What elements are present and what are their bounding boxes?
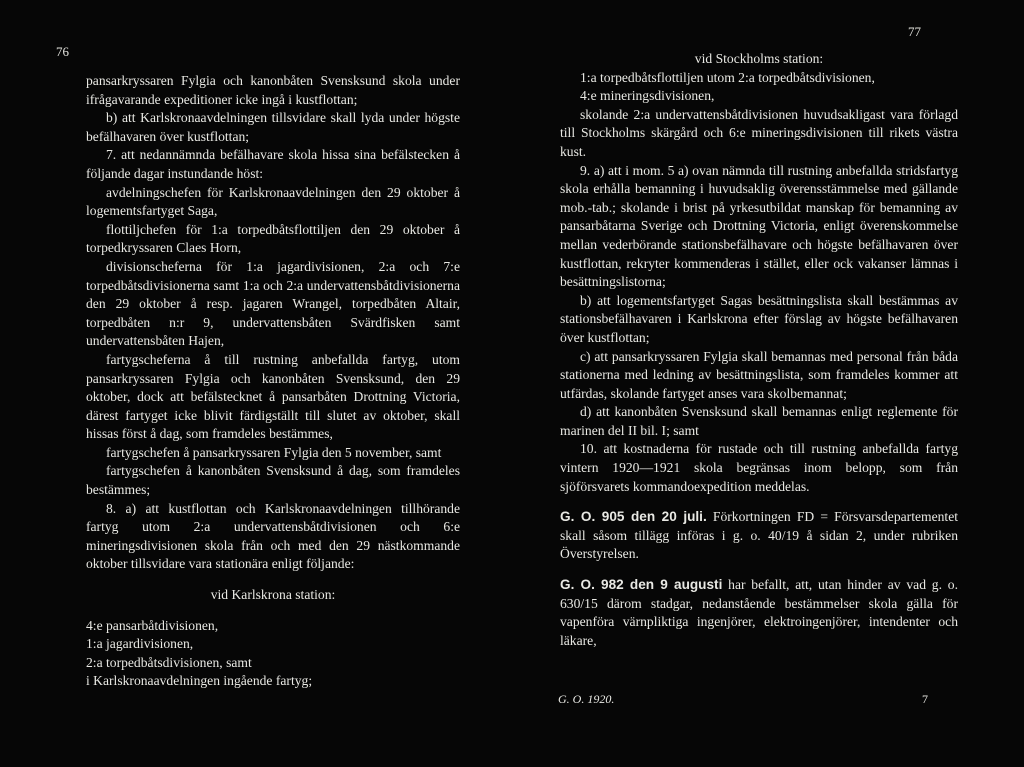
paragraph: c) att pansarkryssaren Fylgia skall bemannas med personal från båda stationerna med ledning av besättningslista, som framdeles kommer att utfärdas, skolande fartyget anses vara skolbemannat; bbox=[560, 348, 958, 401]
station-list-item: 1:a jagardivisionen, bbox=[86, 636, 194, 652]
paragraph: 1:a torpedbåtsflottiljen utom 2:a torpedbåtsdivisionen, bbox=[580, 69, 875, 85]
footer-sheet-number: 7 bbox=[922, 692, 928, 706]
page-number: 77 bbox=[908, 24, 921, 39]
order-label: G. O. 982 den 9 augusti bbox=[560, 577, 723, 593]
paragraph: 4:e mineringsdivisionen, bbox=[580, 88, 715, 104]
station-list-item: 4:e pansarbåtdivisionen, bbox=[86, 617, 219, 633]
left-text-column bbox=[86, 72, 460, 691]
general-order bbox=[560, 576, 958, 650]
paragraph: fartygscheferna å till rustning anbefallda fartyg, utom pansarkryssaren Fylgia och kanonbåten Svensksund, den 29 oktober, dock att befälstecknet å pansarbåten Drottning Victoria, därest fartyget icke blivit färdigställt till slutet av oktober, skall hissas först å dag, som framdeles bestämmes, bbox=[86, 351, 460, 442]
general-order bbox=[560, 508, 958, 564]
page-footer bbox=[558, 692, 958, 707]
spacer bbox=[560, 564, 958, 576]
spacer bbox=[560, 496, 958, 508]
paragraph: b) att logementsfartyget Sagas besättningslista skall bestämmas av stationsbefälhavaren i Karlskrona efter förslag av högste befälhavaren över kustflottan; bbox=[560, 292, 958, 345]
paragraph: 10. att kostnaderna för rustade och till rustning anbefallda fartyg vintern 1920—1921 skola begränsas inom belopp, som från sjöförsvarets kommandoexpedition meddelas. bbox=[560, 441, 958, 494]
paragraph: 9. a) att i mom. 5 a) ovan nämnda till rustning anbefallda stridsfartyg skola erhålla bemanning i huvudsaklig överensstämmelse med gällande mob.-tab.; skolande i brist på yrkesutbildat manskap för bemanning av pansarbåtarna Sverige och Drottning Victoria, enligt överenskommelse mellan vederbörande stationsbefälhavare och högste befälhavaren över kustflottan, rekryter kommenderas i stället, eller ock vakanser lämnas i besättningslistorna; bbox=[560, 162, 958, 290]
paragraph: fartygschefen å kanonbåten Svensksund å dag, som framdeles bestämmes; bbox=[86, 463, 460, 498]
station-heading: vid Stockholms station: bbox=[694, 51, 824, 66]
order-text: har befallt, att, utan hinder av vad g. o. 630/15 därom stadgar, nedanstående bestämmelser skola gälla för vapenföra värnpliktiga ingenjörer, elektroingenjörer, intendenter och läkare, bbox=[560, 577, 958, 648]
paragraph: fartygschefen å pansarkryssaren Fylgia den 5 november, samt bbox=[106, 444, 442, 460]
right-text-column bbox=[560, 50, 958, 650]
order-label: G. O. 905 den 20 juli. bbox=[560, 509, 707, 525]
paragraph: avdelningschefen för Karlskronaavdelningen den 29 oktober å logementsfartyget Saga, bbox=[86, 184, 460, 219]
paragraph: b) att Karlskronaavdelningen tillsvidare skall lyda under högste befälhavaren över kustflottan; bbox=[86, 110, 460, 144]
paragraph: d) att kanonbåten Svensksund skall bemannas enligt reglemente för marinen del II bil. I; samt bbox=[560, 404, 958, 438]
footer-signature: G. O. 1920. bbox=[558, 692, 615, 706]
paragraph: 7. att nedannämnda befälhavare skola hissa sina befälstecken å följande dagar instundande höst: bbox=[86, 147, 460, 181]
paragraph: flottiljchefen för 1:a torpedbåtsflottiljen den 29 oktober å torpedkryssaren Claes Horn, bbox=[86, 221, 460, 256]
spacer bbox=[86, 574, 460, 586]
paragraph: divisionscheferna för 1:a jagardivisionen, 2:a och 7:e torpedbåtsdivisionerna samt 1:a och 2:a undervattensbåtdivisionerna den 29 oktober å resp. jagaren Wrangel, torpedbåten Altair, torpedbåten n:r 9, undervattensbåten Svärdfisken samt undervattensbåten Hajen, bbox=[86, 258, 460, 349]
station-list-item: 2:a torpedbåtsdivisionen, samt bbox=[86, 654, 252, 670]
station-list-item: i Karlskronaavdelningen ingående fartyg; bbox=[86, 673, 313, 689]
station-heading: vid Karlskrona station: bbox=[210, 587, 336, 603]
paragraph: pansarkryssaren Fylgia och kanonbåten Svensksund skola under ifrågavarande expeditioner icke ingå i kustflottan; bbox=[86, 73, 460, 107]
page-number: 76 bbox=[56, 44, 69, 59]
spacer bbox=[86, 605, 460, 617]
paragraph: skolande 2:a undervattensbåtdivisionen huvudsakligast vara förlagd till Stockholms skärgård och 6:e mineringsdivisionen till rikets västra kust. bbox=[560, 106, 958, 159]
order-text: Förkortningen FD = Försvarsdepartementet skall såsom tillägg införas i g. o. 40/19 å sidan 2, under rubriken Överstyrelsen. bbox=[560, 509, 958, 562]
paragraph: 8. a) att kustflottan och Karlskronaavdelningen tillhörande fartyg utom 2:a undervattensbåtdivisionen och 6:e mineringsdivisionen skola från och med den 29 nästkommande oktober tillsvidare vara stationära enligt följande: bbox=[86, 500, 460, 572]
